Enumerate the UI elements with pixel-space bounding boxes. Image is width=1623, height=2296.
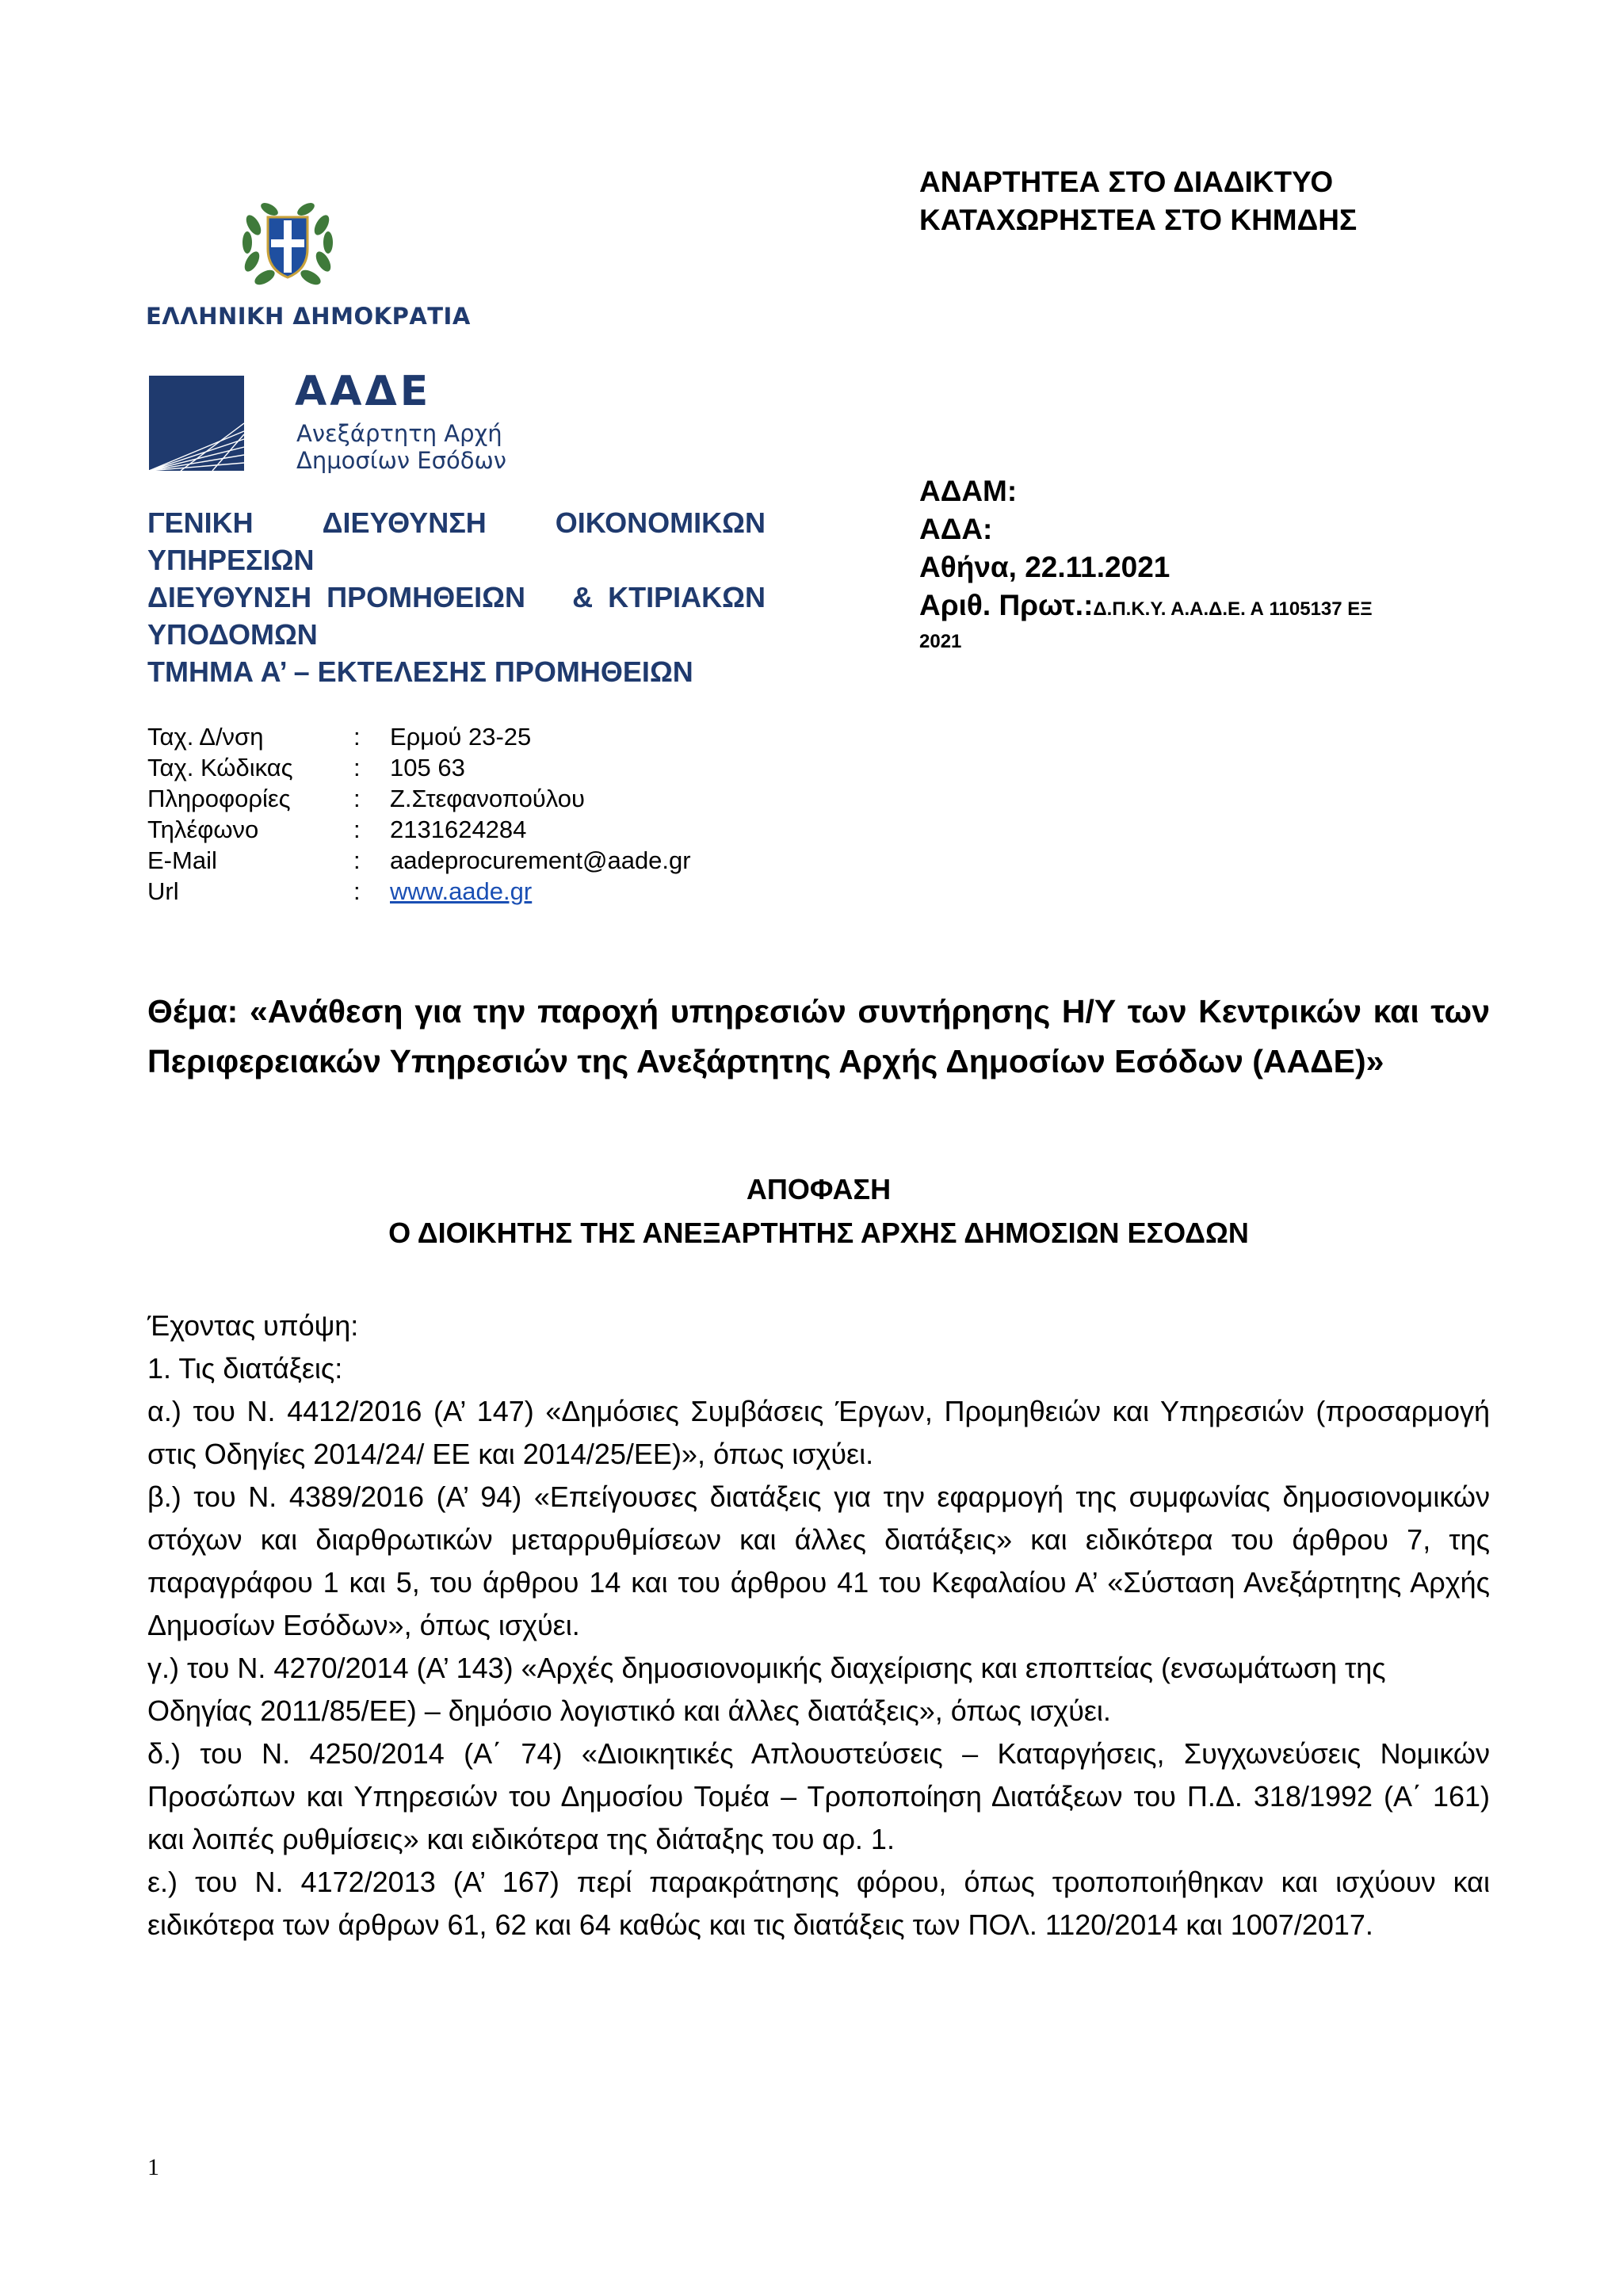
contact-value: 105 63 — [390, 754, 465, 781]
document-date: Αθήνα, 22.11.2021 — [919, 551, 1170, 583]
adam-label: ΑΔΑΜ: — [919, 475, 1018, 507]
contact-label: Ταχ. Δ/νση — [147, 723, 264, 751]
contact-row — [147, 876, 691, 907]
publication-notices — [919, 163, 1357, 239]
decision-subtitle: Ο ΔΙΟΙΚΗΤΗΣ ΤΗΣ ΑΝΕΞΑΡΤΗΤΗΣ ΑΡΧΗΣ ΔΗΜΟΣΙΩΝ ΕΣΟΔΩΝ — [388, 1217, 1249, 1249]
protocol-number — [919, 586, 1373, 628]
contact-separator: : — [353, 754, 361, 781]
aade-logo-name: ΑΑΔΕ — [295, 368, 432, 415]
department-word: ΔΙΕΥΘΥΝΣΗ — [322, 506, 487, 539]
department-word: ΟΙΚΟΝΟΜΙΚΩΝ — [555, 506, 766, 539]
department-word: & — [572, 581, 594, 613]
contact-value: 2131624284 — [390, 816, 527, 843]
department-heading — [147, 504, 766, 690]
document-body — [147, 1305, 1490, 1946]
reference-block — [919, 472, 1373, 655]
contact-row — [147, 845, 691, 876]
contact-separator: : — [353, 846, 361, 874]
contact-row — [147, 783, 691, 814]
aade-logo-icon — [149, 376, 244, 471]
notice-internet: ΑΝΑΡΤΗΤΕΑ ΣΤΟ ΔΙΑΔΙΚΤΥΟ — [919, 166, 1334, 198]
website-link[interactable]: www.aade.gr — [390, 877, 533, 905]
body-paragraph-c: γ.) του Ν. 4270/2014 (Α’ 143) «Αρχές δημοσιονομικής διαχείρισης και εποπτείας (ενσωμάτωση της — [147, 1652, 1386, 1684]
contact-row — [147, 721, 691, 752]
aade-logo-subtitle — [296, 420, 506, 474]
contact-value: Ζ.Στεφανοπούλου — [390, 785, 585, 812]
protocol-label: Αριθ. Πρωτ.: — [919, 589, 1094, 621]
decision-title: ΑΠΟΦΑΣΗ — [746, 1173, 892, 1205]
republic-heading: ΕΛΛΗΝΙΚΗ ΔΗΜΟΚΡΑΤΙΑ — [146, 303, 471, 330]
notice-kimdis: ΚΑΤΑΧΩΡΗΣΤΕΑ ΣΤΟ ΚΗΜΔΗΣ — [919, 204, 1358, 236]
contact-label: Url — [147, 877, 179, 905]
contact-label: Ταχ. Κώδικας — [147, 754, 293, 781]
contact-separator: : — [353, 877, 361, 905]
contact-value: Ερμού 23-25 — [390, 723, 532, 751]
page-number: 1 — [147, 2154, 159, 2180]
contact-row — [147, 752, 691, 783]
contact-label: Τηλέφωνο — [147, 816, 259, 843]
body-paragraph-d: δ.) του Ν. 4250/2014 (Α΄ 74) «Διοικητικές Απλουστεύσεις – Καταργήσεις, Συγχωνεύσεις Νομικών Προσώπων και Υπηρεσιών του Δημοσίου Τομέα – Τροποποίηση Διατάξεων του Π.Δ. 318/1992 (Α΄ 161) και λοιπές ρυθμίσεις» και ειδικότερα της διάταξης του αρ. 1. — [147, 1737, 1490, 1855]
contact-separator: : — [353, 723, 361, 751]
department-word: ΚΤΙΡΙΑΚΩΝ — [608, 581, 766, 613]
hellenic-emblem-icon — [238, 193, 338, 293]
department-line-2: ΥΠΗΡΕΣΙΩΝ — [147, 544, 315, 576]
contact-label: Πληροφορίες — [147, 785, 291, 812]
contact-label: E-Mail — [147, 846, 217, 874]
department-line-1 — [147, 504, 766, 541]
department-line-4: ΥΠΟΔΟΜΩΝ — [147, 618, 318, 651]
contact-row — [147, 814, 691, 845]
email-value: aadeprocurement@aade.gr — [390, 846, 691, 874]
protocol-value: Δ.Π.Κ.Υ. Α.Α.Δ.Ε. Α 1105137 ΕΞ — [1093, 598, 1373, 620]
body-intro: Έχοντας υπόψη: — [147, 1309, 359, 1342]
body-paragraph-e: ε.) του Ν. 4172/2013 (Α’ 167) περί παρακράτησης φόρου, όπως τροποποιήθηκαν και ισχύουν και ειδικότερα των άρθρων 61, 62 και 64 καθώς και τις διατάξεις των ΠΟΛ. 1120/2014 και 1007/2017. — [147, 1866, 1490, 1941]
subject-heading: Θέμα: «Ανάθεση για την παροχή υπηρεσιών συντήρησης Η/Υ των Κεντρικών και των Περιφερειακών Υπηρεσιών της Ανεξάρτητης Αρχής Δημοσίων Εσόδων (ΑΑΔΕ)» — [147, 993, 1490, 1079]
protocol-year: 2021 — [919, 631, 962, 652]
department-word: ΓΕΝΙΚΗ — [147, 506, 254, 539]
body-paragraph-c-continued: Οδηγίας 2011/85/ΕΕ) – δημόσιο λογιστικό και άλλες διατάξεις», όπως ισχύει. — [147, 1694, 1111, 1727]
department-line-5: ΤΜΗΜΑ Α’ – ΕΚΤΕΛΕΣΗΣ ΠΡΟΜΗΘΕΙΩΝ — [147, 655, 693, 688]
aade-logo-subtitle-line1: Ανεξάρτητη Αρχή — [296, 420, 502, 447]
aade-logo-subtitle-line2: Δημοσίων Εσόδων — [296, 447, 506, 474]
ada-label: ΑΔΑ: — [919, 513, 993, 545]
body-paragraph-b: β.) του Ν. 4389/2016 (Α’ 94) «Επείγουσες διατάξεις για την εφαρμογή της συμφωνίας δημοσιονομικών στόχων και διαρθρωτικών μεταρρυθμίσεων και άλλες διατάξεις» και ειδικότερα του άρθρου 7, της παραγράφου 1 και 5, του άρθρου 14 και του άρθρου 41 του Κεφαλαίου Α’ «Σύσταση Ανεξάρτητης Αρχής Δημοσίων Εσόδων», όπως ισχύει. — [147, 1480, 1490, 1641]
contact-details — [147, 721, 691, 907]
contact-separator: : — [353, 816, 361, 843]
contact-separator: : — [353, 785, 361, 812]
department-word: ΠΡΟΜΗΘΕΙΩΝ — [327, 581, 526, 613]
body-item-1: 1. Τις διατάξεις: — [147, 1352, 343, 1385]
department-line-3 — [147, 579, 766, 616]
body-paragraph-a: α.) του Ν. 4412/2016 (Α’ 147) «Δημόσιες Συμβάσεις Έργων, Προμηθειών και Υπηρεσιών (προσαρμογή στις Οδηγίες 2014/24/ ΕΕ και 2014/25/ΕΕ)», όπως ισχύει. — [147, 1395, 1490, 1470]
department-word: ΔΙΕΥΘΥΝΣΗ — [147, 581, 312, 613]
